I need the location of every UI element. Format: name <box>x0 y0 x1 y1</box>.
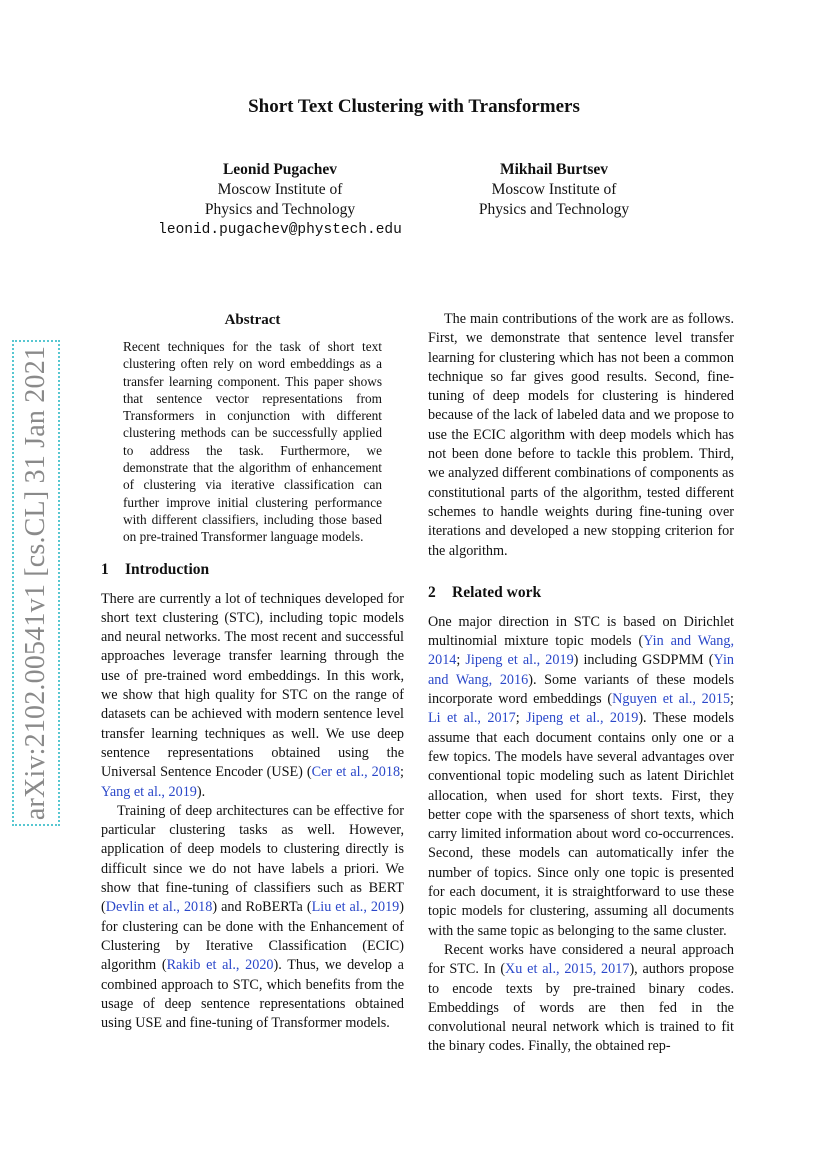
citation-link[interactable]: Yin and Wang, 2014 <box>428 633 735 669</box>
section-number: 2 <box>428 583 436 601</box>
section-number: 1 <box>101 560 109 578</box>
author-name: Mikhail Burtsev <box>499 161 609 178</box>
author-block <box>434 160 674 220</box>
left-column <box>101 310 404 1033</box>
author-affiliation: Moscow Institute of <box>491 181 617 198</box>
section-heading-introduction <box>101 560 404 580</box>
citation-link[interactable]: Devlin et al., 2018 <box>105 899 213 916</box>
section-title: Related work <box>452 583 542 601</box>
author-name: Leonid Pugachev <box>222 161 338 178</box>
citation-link[interactable]: Xu et al., 2015, 2017 <box>505 961 630 978</box>
abstract-heading: Abstract <box>224 312 281 328</box>
citation-link[interactable]: Li et al., 2017 <box>428 710 516 727</box>
related-paragraph: One major direction in STC is based on Dirichlet multinomial mixture topic models (Yin and Wang, 2014; Jipeng et al., 2019) including GSDPMM (Yin and Wang, 2016). Some variants of these models incorporate word embeddings (Nguyen et al., 2015; Li et al., 2017; Jipeng et al., 2019). These models assume that each document contains only one or a few topics. The models have several advantages over conventional topic modeling such as latent Dirichlet allocation, when used for short texts. First, they better cope with the sparseness of short texts, which carry limited information about word co-occurrences. Second, these models can automatically infer the number of topics. Since only one topic is presented for each document, it is straightforward to use these topic models for clustering, assuming all documents with the same topic as belonging to the same cluster. <box>428 613 735 939</box>
contributions-paragraph: The main contributions of the work are as follows. First, we demonstrate that sentence level transfer learning for clustering which has not been a common technique so far gives good results. Second, fine-tuning of deep models for clustering is hindered because of the lack of labeled data and we propose to use the ECIC algorithm with deep models which has not been done before to tackle this problem. Third, we analyzed different combinations of components as constitutional parts of the algorithm, tested different schemes to handle weights during fine-tuning over iterations and developed a new stopping criterion for the algorithm. <box>428 311 734 559</box>
section-heading-related-work <box>428 583 734 603</box>
citation-link[interactable]: Liu et al., 2019 <box>311 899 400 916</box>
right-column <box>428 310 734 1057</box>
citation-link[interactable]: Nguyen et al., 2015 <box>612 691 731 708</box>
author-affiliation: Physics and Technology <box>204 201 356 218</box>
intro-paragraph: Training of deep architectures can be effective for particular clustering tasks as well. However, application of deep models to clustering directly is difficult since we do not have labels a priori. We show that fine-tuning of classifiers such as BERT (Devlin et al., 2018) and RoBERTa (Liu et al., 2019) for clustering can be done with the Enhancement of Clustering by Iterative Classification (ECIC) algorithm (Rakib et al., 2020). Thus, we develop a combined approach to STC, which benefits from the usage of deep sentence representations obtained using USE and fine-tuning of Transformer models. <box>101 802 405 1032</box>
citation-link[interactable]: Yin and Wang, 2016 <box>428 652 734 688</box>
abstract-text: Recent techniques for the task of short text clustering often rely on word embeddings as a transfer learning component. This paper shows that sentence vector representations from Transformers in conjunction with different clustering methods can be successfully applied to address the task. Furthermore, we demonstrate that the algorithm of enhancement of clustering via iterative classification can further improve initial clustering performance with different classifiers, including those based on pre-trained Transformer language models. <box>123 339 382 545</box>
citation-link[interactable]: Cer et al., 2018 <box>311 764 401 781</box>
author-email[interactable]: leonid.pugachev@phystech.edu <box>158 222 402 238</box>
arxiv-stamp[interactable] <box>12 340 60 826</box>
citation-link[interactable]: Yang et al., 2019 <box>101 783 197 800</box>
paper-title: Short Text Clustering with Transformers <box>248 96 580 117</box>
citation-link[interactable]: Jipeng et al., 2019 <box>465 652 574 669</box>
author-affiliation: Moscow Institute of <box>217 181 343 198</box>
related-paragraph: Recent works have considered a neural approach for STC. In (Xu et al., 2015, 2017), authors propose to encode texts by pre-trained binary codes. Embeddings of words are then fed in the convolutional neural network which is trained to fit the binary codes. Finally, the obtained rep- <box>428 941 734 1055</box>
citation-link[interactable]: Rakib et al., 2020 <box>166 957 274 974</box>
author-block <box>130 160 430 240</box>
author-affiliation: Physics and Technology <box>478 201 630 218</box>
arxiv-identifier: arXiv:2102.00541v1 [cs.CL] 31 Jan 2021 <box>20 345 51 821</box>
section-title: Introduction <box>125 560 210 578</box>
citation-link[interactable]: Jipeng et al., 2019 <box>526 710 639 727</box>
intro-paragraph: There are currently a lot of techniques developed for short text clustering (STC), including topic models and neural networks. The most recent and successful approaches leverage transfer learning through the use of pre-trained word embeddings. In this work, we show that high quality for STC on the range of datasets can be achieved with modern sentence level transfer learning techniques as well. We use deep sentence representations obtained using the Universal Sentence Encoder (USE) (Cer et al., 2018; Yang et al., 2019). <box>101 590 404 800</box>
